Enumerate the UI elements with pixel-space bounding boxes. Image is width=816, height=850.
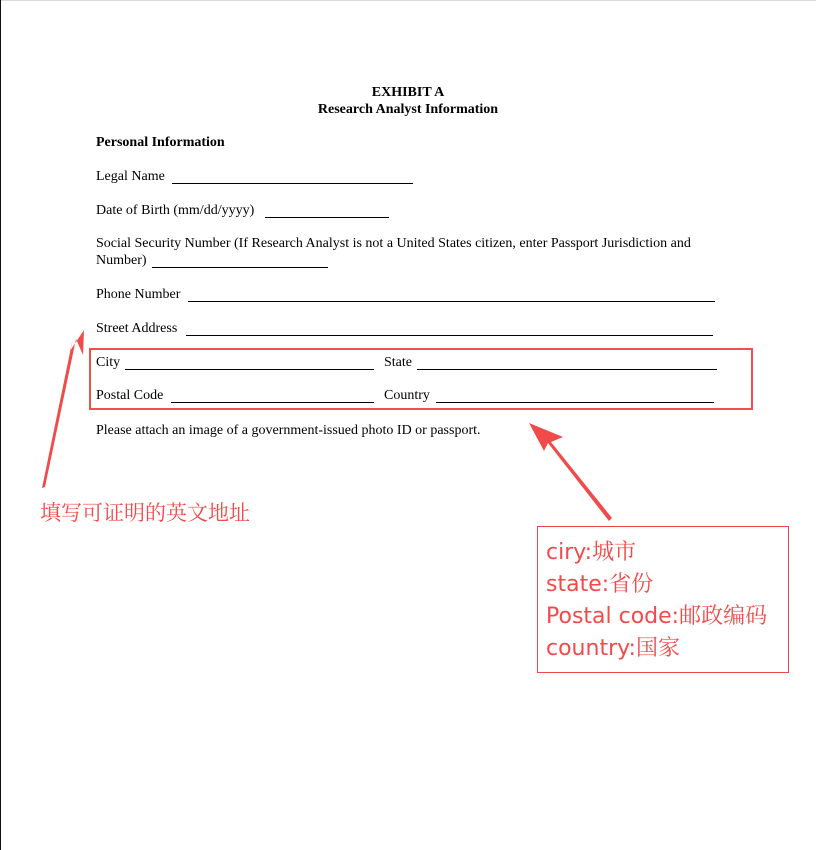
country-label: Country bbox=[384, 388, 430, 403]
exhibit-title: EXHIBIT A bbox=[371, 85, 445, 100]
legend-country: country:国家 bbox=[546, 636, 680, 661]
legend-postal-code: Postal code:邮政编码 bbox=[546, 604, 768, 629]
attach-id-note: Please attach an image of a government-issued photo ID or passport. bbox=[96, 423, 481, 438]
right-arrow bbox=[529, 423, 612, 521]
address-note: 填写可证明的英文地址 bbox=[40, 501, 250, 525]
dob-label: Date of Birth (mm/dd/yyyy) bbox=[96, 203, 255, 218]
section-title: Personal Information bbox=[96, 135, 225, 150]
phone-label: Phone Number bbox=[96, 287, 181, 302]
legend-state: state:省份 bbox=[546, 572, 654, 597]
ssn-label-line2: Number) bbox=[96, 253, 147, 268]
state-label: State bbox=[384, 355, 412, 370]
legend-city: ciry:城市 bbox=[546, 540, 637, 565]
postal-code-label: Postal Code bbox=[96, 388, 164, 403]
ssn-label-line1: Social Security Number (If Research Analyst is not a United States citizen, enter Passport Jurisdiction and bbox=[96, 236, 691, 251]
street-label: Street Address bbox=[96, 321, 178, 336]
exhibit-subtitle: Research Analyst Information bbox=[317, 102, 499, 117]
left-arrow bbox=[42, 330, 84, 488]
legal-name-label: Legal Name bbox=[96, 169, 165, 184]
city-label: City bbox=[96, 355, 121, 370]
legend-list bbox=[546, 537, 767, 665]
